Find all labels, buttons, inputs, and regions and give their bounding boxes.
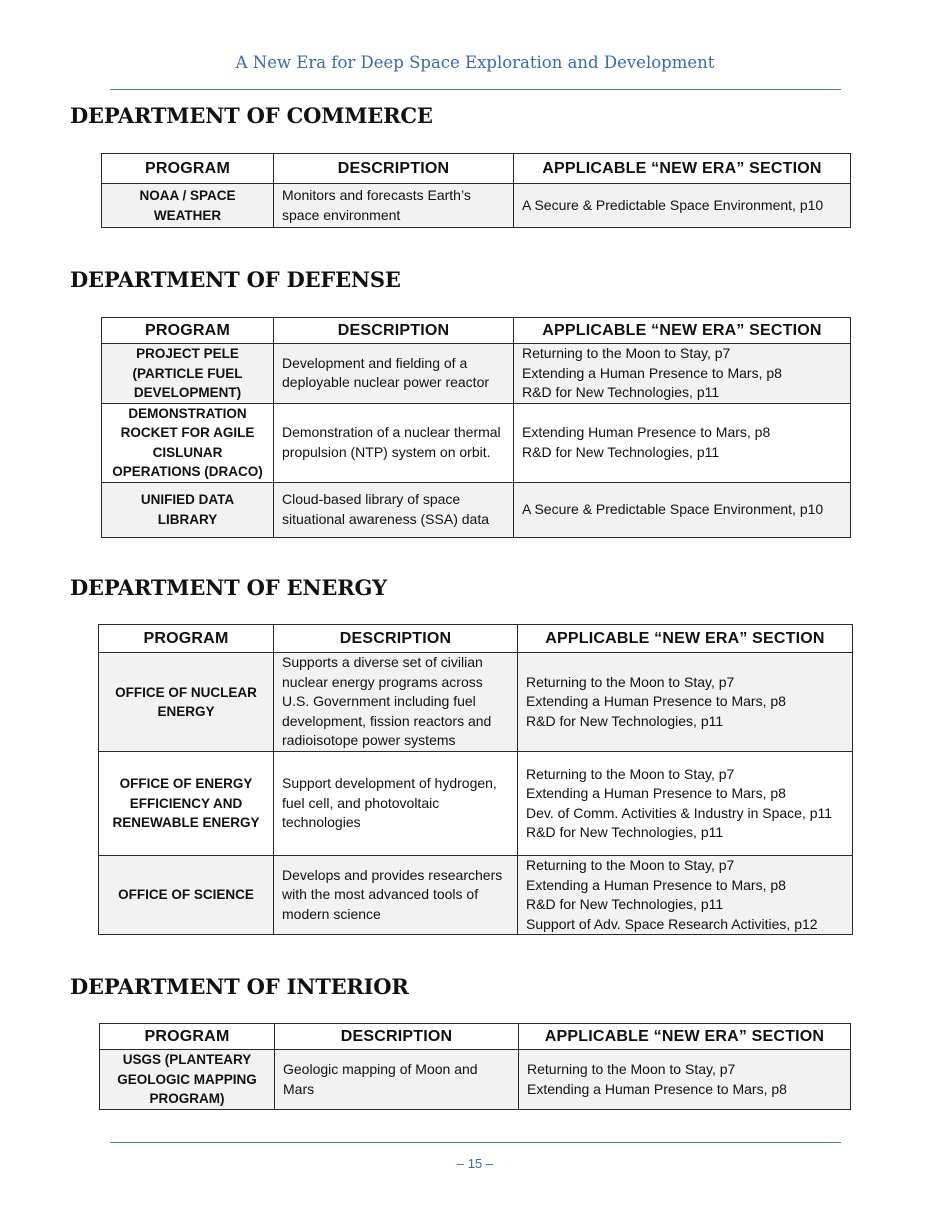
section-ref: Returning to the Moon to Stay, p7	[526, 765, 735, 782]
table-row	[102, 184, 851, 228]
program-description: Supports a diverse set of civilian nuclear energy programs across U.S. Government including fuel development, fission reactors and radioisotope power systems	[274, 653, 518, 752]
section-ref: R&D for New Technologies, p11	[526, 824, 724, 840]
section-ref: Support of Adv. Space Research Activities, p12	[526, 915, 818, 932]
program-description: Geologic mapping of Moon and Mars	[275, 1050, 519, 1110]
table-row	[99, 752, 853, 856]
program-name: OFFICE OF SCIENCE	[99, 856, 274, 935]
program-name: DEMONSTRATION ROCKET FOR AGILE CISLUNAR OPERATIONS (DRACO)	[102, 403, 274, 482]
program-name: UNIFIED DATA LIBRARY	[102, 482, 274, 537]
table-row	[99, 856, 853, 935]
applicable-sections	[518, 653, 853, 752]
program-description: Monitors and forecasts Earth’s space environment	[274, 184, 514, 228]
table-row	[102, 344, 851, 404]
applicable-sections	[514, 482, 851, 537]
section-ref: Extending a Human Presence to Mars, p8	[526, 876, 786, 893]
applicable-sections	[519, 1050, 851, 1110]
program-name: OFFICE OF NUCLEAR ENERGY	[99, 653, 274, 752]
applicable-sections	[518, 856, 853, 935]
column-header-program: PROGRAM	[100, 1024, 275, 1050]
section-ref: Extending a Human Presence to Mars, p8	[526, 693, 786, 710]
column-header-description: DESCRIPTION	[275, 1024, 519, 1050]
column-header-section: APPLICABLE “NEW ERA” SECTION	[519, 1024, 851, 1050]
interior-programs-table	[99, 1023, 851, 1110]
page-number: – 15 –	[456, 1156, 494, 1171]
footer-rule	[110, 1142, 841, 1143]
program-name: OFFICE OF ENERGY EFFICIENCY AND RENEWABLE ENERGY	[99, 752, 274, 856]
applicable-sections	[518, 752, 853, 856]
table-row	[99, 653, 853, 752]
column-header-description: DESCRIPTION	[274, 154, 514, 184]
column-header-description: DESCRIPTION	[274, 318, 514, 344]
applicable-sections	[514, 403, 851, 482]
section-ref: R&D for New Technologies, p11	[526, 712, 724, 729]
program-description: Demonstration of a nuclear thermal propulsion (NTP) system on orbit.	[274, 403, 514, 482]
section-ref: Returning to the Moon to Stay, p7	[526, 673, 735, 690]
program-description: Cloud-based library of space situational awareness (SSA) data	[274, 482, 514, 537]
section-title-interior: DEPARTMENT OF INTERIOR	[70, 974, 409, 999]
column-header-program: PROGRAM	[99, 625, 274, 653]
section-title-commerce: DEPARTMENT OF COMMERCE	[70, 103, 433, 128]
applicable-sections	[514, 344, 851, 404]
column-header-section: APPLICABLE “NEW ERA” SECTION	[514, 318, 851, 344]
program-description: Support development of hydrogen, fuel cell, and photovoltaic technologies	[274, 752, 518, 856]
running-header: A New Era for Deep Space Exploration and Development	[235, 53, 715, 72]
column-header-section: APPLICABLE “NEW ERA” SECTION	[518, 625, 853, 653]
section-ref: R&D for New Technologies, p11	[522, 384, 720, 400]
column-header-section: APPLICABLE “NEW ERA” SECTION	[514, 154, 851, 184]
section-ref: Returning to the Moon to Stay, p7	[526, 857, 735, 873]
section-ref: Returning to the Moon to Stay, p7	[527, 1061, 736, 1077]
applicable-sections	[514, 184, 851, 228]
section-ref: R&D for New Technologies, p11	[522, 443, 720, 460]
table-row	[102, 482, 851, 537]
section-ref: R&D for New Technologies, p11	[526, 896, 724, 912]
section-ref: Dev. of Comm. Activities & Industry in Space, p11	[526, 804, 833, 821]
program-name: PROJECT PELE (PARTICLE FUEL DEVELOPMENT)	[102, 344, 274, 404]
program-name: NOAA / SPACE WEATHER	[102, 184, 274, 228]
commerce-programs-table	[101, 153, 851, 228]
section-title-defense: DEPARTMENT OF DEFENSE	[70, 267, 401, 292]
program-description: Develops and provides researchers with the most advanced tools of modern science	[274, 856, 518, 935]
energy-programs-table	[98, 624, 853, 935]
section-ref: Returning to the Moon to Stay, p7	[522, 345, 731, 361]
table-row	[102, 403, 851, 482]
defense-programs-table	[101, 317, 851, 538]
section-ref: Extending a Human Presence to Mars, p8	[526, 785, 786, 801]
column-header-program: PROGRAM	[102, 318, 274, 344]
program-description: Development and fielding of a deployable nuclear power reactor	[274, 344, 514, 404]
column-header-description: DESCRIPTION	[274, 625, 518, 653]
section-ref: A Secure & Predictable Space Environment, p10	[522, 196, 824, 213]
section-ref: A Secure & Predictable Space Environment, p10	[522, 500, 824, 517]
section-title-energy: DEPARTMENT OF ENERGY	[70, 575, 387, 600]
section-ref: Extending Human Presence to Mars, p8	[522, 424, 771, 440]
column-header-program: PROGRAM	[102, 154, 274, 184]
program-name: USGS (PLANTEARY GEOLOGIC MAPPING PROGRAM)	[100, 1050, 275, 1110]
table-row	[100, 1050, 851, 1110]
header-rule	[110, 89, 841, 90]
section-ref: Extending a Human Presence to Mars, p8	[527, 1080, 787, 1097]
section-ref: Extending a Human Presence to Mars, p8	[522, 364, 782, 381]
